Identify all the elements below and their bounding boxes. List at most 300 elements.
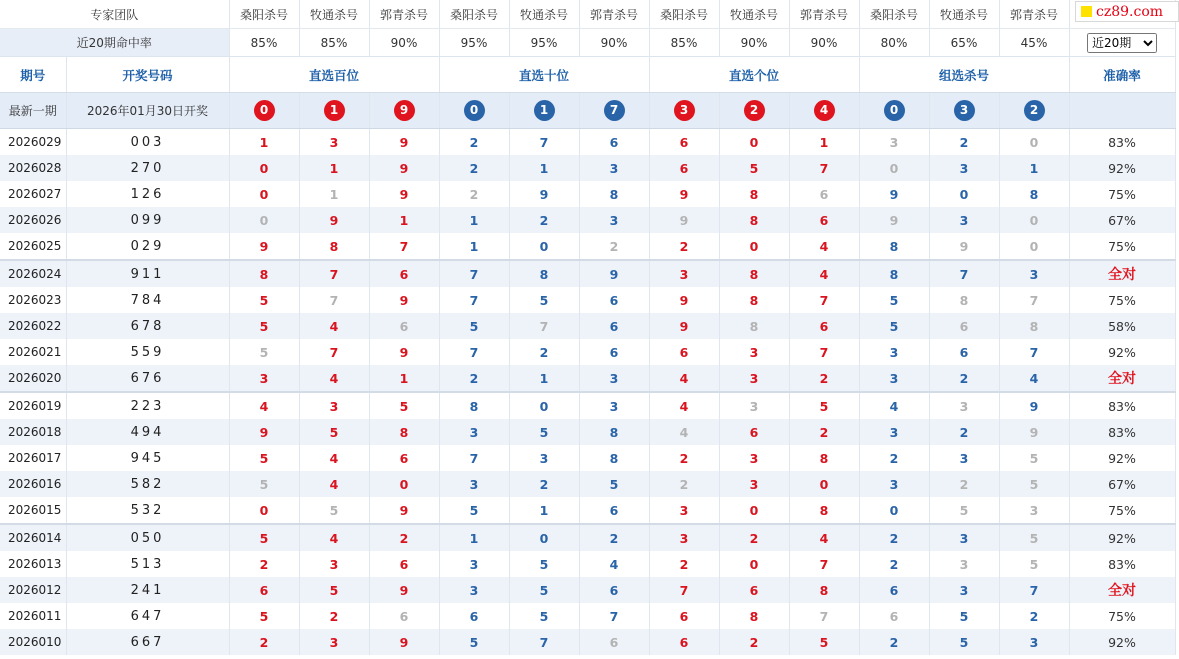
kill-number: 3 [299,629,369,655]
kill-number: 8 [579,419,649,445]
kill-number: 7 [579,603,649,629]
kill-number: 0 [229,155,299,181]
issue-number: 2026013 [0,551,66,577]
table-row [0,233,1175,260]
issue-number: 2026028 [0,155,66,181]
expert-name: 郭青杀号 [369,0,439,29]
latest-ball-cell [439,93,509,129]
kill-number: 0 [859,497,929,524]
kill-number: 9 [229,233,299,260]
issue-number: 2026023 [0,287,66,313]
hit-rate: 85% [649,29,719,57]
kill-number: 4 [649,419,719,445]
kill-number: 3 [929,207,999,233]
kill-number: 1 [509,155,579,181]
kill-number: 6 [369,551,439,577]
kill-number: 2 [719,524,789,551]
hit-rate-label: 近20期命中率 [0,29,229,57]
kill-number: 6 [579,497,649,524]
kill-number: 9 [369,287,439,313]
hit-rate: 85% [299,29,369,57]
kill-number: 7 [789,339,859,365]
latest-ball-cell [719,93,789,129]
kill-number: 4 [299,445,369,471]
kill-number: 1 [299,181,369,207]
draw-number: 223 [66,392,229,419]
hit-rate: 90% [789,29,859,57]
kill-number: 3 [929,392,999,419]
period-select[interactable] [1087,33,1157,53]
expert-name: 桑阳杀号 [439,0,509,29]
kill-number: 5 [229,287,299,313]
kill-number: 6 [789,181,859,207]
kill-number: 7 [789,603,859,629]
kill-number: 2 [789,419,859,445]
kill-number: 5 [789,392,859,419]
kill-number: 3 [719,471,789,497]
group-hundreds: 直选百位 [229,57,439,93]
kill-number: 8 [369,419,439,445]
kill-number: 3 [299,392,369,419]
table-row [0,445,1175,471]
kill-number: 3 [579,155,649,181]
kill-number: 2 [789,365,859,392]
kill-number: 8 [929,287,999,313]
kill-number: 9 [929,233,999,260]
kill-number: 8 [579,445,649,471]
kill-number: 6 [369,260,439,287]
issue-number: 2026029 [0,129,66,156]
accuracy-value: 83% [1069,129,1175,156]
expert-name: 牧通杀号 [929,0,999,29]
kill-number: 2 [509,471,579,497]
kill-number: 9 [369,181,439,207]
kill-number: 4 [579,551,649,577]
table-row [0,471,1175,497]
hit-rate-row [0,29,1175,57]
kill-number: 3 [579,365,649,392]
issue-number: 2026021 [0,339,66,365]
kill-number: 5 [439,497,509,524]
draw-number: 676 [66,365,229,392]
kill-number: 3 [859,365,929,392]
accuracy-value: 75% [1069,497,1175,524]
kill-number: 0 [369,471,439,497]
kill-number: 5 [999,524,1069,551]
kill-number: 9 [649,207,719,233]
kill-number: 2 [649,233,719,260]
kill-number: 8 [789,577,859,603]
accuracy-value: 92% [1069,524,1175,551]
hit-rate: 90% [579,29,649,57]
kill-number: 2 [439,155,509,181]
kill-number: 1 [789,129,859,156]
kill-number: 9 [299,207,369,233]
issue-number: 2026017 [0,445,66,471]
issue-number: 2026026 [0,207,66,233]
kill-number: 5 [229,524,299,551]
kill-number: 7 [509,129,579,156]
col-draw: 开奖号码 [66,57,229,93]
kill-number: 9 [509,181,579,207]
table-row [0,419,1175,445]
accuracy-value: 67% [1069,207,1175,233]
draw-number: 003 [66,129,229,156]
kill-number: 7 [299,287,369,313]
kill-number: 1 [509,365,579,392]
kill-number: 4 [229,392,299,419]
kill-number: 6 [859,577,929,603]
group-combo: 组选杀号 [859,57,1069,93]
kill-number: 2 [369,524,439,551]
number-ball: 0 [464,100,485,121]
issue-number: 2026022 [0,313,66,339]
latest-ball-cell [299,93,369,129]
draw-number: 678 [66,313,229,339]
latest-ball-cell [369,93,439,129]
kill-number: 2 [579,524,649,551]
table-row [0,313,1175,339]
kill-number: 2 [859,629,929,655]
kill-number: 6 [929,339,999,365]
kill-number: 1 [369,365,439,392]
draw-number: 559 [66,339,229,365]
kill-number: 3 [999,629,1069,655]
kill-number: 5 [229,471,299,497]
kill-number: 5 [929,497,999,524]
kill-number: 6 [579,129,649,156]
kill-number: 3 [859,471,929,497]
number-ball: 2 [1024,100,1045,121]
kill-number: 1 [509,497,579,524]
kill-number: 6 [649,339,719,365]
draw-number: 532 [66,497,229,524]
kill-number: 8 [719,603,789,629]
kill-number: 1 [369,207,439,233]
hit-rate: 95% [509,29,579,57]
table-row [0,129,1175,156]
kill-number: 3 [859,419,929,445]
kill-number: 3 [999,497,1069,524]
accuracy-value: 全对 [1069,365,1175,392]
issue-number: 2026010 [0,629,66,655]
kill-number: 5 [999,471,1069,497]
period-select-cell [1069,29,1175,57]
kill-number: 1 [229,129,299,156]
kill-number: 5 [999,445,1069,471]
accuracy-value: 92% [1069,155,1175,181]
kill-number: 6 [579,313,649,339]
kill-number: 3 [719,392,789,419]
expert-name: 郭青杀号 [579,0,649,29]
expert-name: 郭青杀号 [999,0,1069,29]
kill-number: 0 [229,207,299,233]
issue-number: 2026024 [0,260,66,287]
kill-number: 2 [229,551,299,577]
kill-number: 2 [999,603,1069,629]
kill-number: 3 [859,129,929,156]
kill-number: 3 [299,551,369,577]
kill-number: 2 [929,471,999,497]
kill-number: 4 [999,365,1069,392]
kill-number: 8 [299,233,369,260]
kill-number: 0 [229,181,299,207]
latest-row [0,93,1175,129]
kill-number: 0 [719,551,789,577]
group-tens: 直选十位 [439,57,649,93]
kill-number: 5 [509,577,579,603]
draw-number: 099 [66,207,229,233]
kill-number: 6 [579,287,649,313]
kill-number: 7 [649,577,719,603]
issue-number: 2026027 [0,181,66,207]
column-header-row [0,57,1175,93]
kill-number: 3 [719,339,789,365]
issue-number: 2026018 [0,419,66,445]
kill-number: 3 [439,419,509,445]
draw-number: 494 [66,419,229,445]
kill-number: 3 [719,445,789,471]
accuracy-value: 92% [1069,445,1175,471]
kill-number: 2 [509,207,579,233]
kill-number: 5 [789,629,859,655]
draw-number: 029 [66,233,229,260]
expert-name: 桑阳杀号 [649,0,719,29]
kill-number: 5 [439,313,509,339]
kill-number: 3 [649,260,719,287]
issue-number: 2026014 [0,524,66,551]
latest-ball-cell [999,93,1069,129]
kill-number: 8 [719,181,789,207]
col-accuracy: 准确率 [1069,57,1175,93]
kill-number: 3 [859,339,929,365]
kill-number: 9 [649,181,719,207]
kill-number: 2 [929,365,999,392]
kill-number: 5 [509,287,579,313]
kill-number: 8 [859,260,929,287]
table-row [0,603,1175,629]
latest-draw-date: 2026年01月30日开奖 [66,93,229,129]
kill-number: 4 [789,233,859,260]
number-ball: 0 [254,100,275,121]
kill-number: 8 [229,260,299,287]
number-ball: 3 [954,100,975,121]
kill-number: 7 [439,339,509,365]
expert-name: 牧通杀号 [299,0,369,29]
kill-number: 9 [579,260,649,287]
kill-number: 7 [439,287,509,313]
kill-number: 3 [929,577,999,603]
site-logo[interactable] [1075,1,1179,22]
kill-number: 6 [579,339,649,365]
table-row [0,551,1175,577]
accuracy-value: 75% [1069,287,1175,313]
kill-number: 6 [649,129,719,156]
draw-number: 945 [66,445,229,471]
kill-number: 6 [789,207,859,233]
kill-number: 3 [999,260,1069,287]
kill-number: 3 [649,524,719,551]
kill-number: 1 [439,207,509,233]
number-ball: 4 [814,100,835,121]
number-ball: 7 [604,100,625,121]
table-row [0,577,1175,603]
kill-number: 2 [859,551,929,577]
kill-number: 3 [579,207,649,233]
kill-number: 8 [719,207,789,233]
kill-number: 6 [369,603,439,629]
kill-number: 5 [509,603,579,629]
latest-ball-cell [229,93,299,129]
kill-number: 6 [649,629,719,655]
kill-number: 3 [439,577,509,603]
kill-number: 7 [929,260,999,287]
issue-number: 2026011 [0,603,66,629]
kill-number: 4 [859,392,929,419]
kill-number: 5 [719,155,789,181]
kill-number: 6 [789,313,859,339]
kill-number: 9 [369,577,439,603]
kill-number: 4 [299,313,369,339]
kill-number: 1 [999,155,1069,181]
kill-number: 5 [509,551,579,577]
accuracy-value: 92% [1069,339,1175,365]
kill-number: 5 [229,313,299,339]
kill-number: 2 [719,629,789,655]
draw-number: 126 [66,181,229,207]
latest-ball-cell [649,93,719,129]
kill-number: 7 [439,260,509,287]
draw-number: 050 [66,524,229,551]
kill-number: 5 [929,629,999,655]
expert-name-row [0,0,1175,29]
kill-number: 7 [439,445,509,471]
hit-rate: 90% [719,29,789,57]
number-ball: 0 [884,100,905,121]
kill-number: 5 [229,603,299,629]
kill-number: 2 [929,129,999,156]
draw-number: 647 [66,603,229,629]
accuracy-value: 58% [1069,313,1175,339]
number-ball: 2 [744,100,765,121]
number-ball: 3 [674,100,695,121]
latest-ball-cell [929,93,999,129]
accuracy-value: 75% [1069,233,1175,260]
expert-name: 桑阳杀号 [229,0,299,29]
kill-number: 2 [439,181,509,207]
kill-number: 2 [439,365,509,392]
kill-number: 5 [509,419,579,445]
kill-number: 7 [299,339,369,365]
kill-number: 7 [789,551,859,577]
kill-number: 3 [929,551,999,577]
kill-number: 5 [369,392,439,419]
kill-number: 3 [299,129,369,156]
kill-number: 5 [999,551,1069,577]
kill-number: 4 [789,260,859,287]
table-row [0,365,1175,392]
kill-number: 0 [229,497,299,524]
kill-number: 7 [789,287,859,313]
draw-number: 241 [66,577,229,603]
kill-number: 6 [369,313,439,339]
kill-number: 3 [649,497,719,524]
kill-number: 8 [719,287,789,313]
issue-number: 2026016 [0,471,66,497]
kill-number: 0 [999,207,1069,233]
accuracy-value: 全对 [1069,577,1175,603]
kill-number: 3 [439,551,509,577]
issue-number: 2026015 [0,497,66,524]
kill-number: 0 [859,155,929,181]
table-row [0,155,1175,181]
draw-number: 784 [66,287,229,313]
kill-number: 9 [649,313,719,339]
kill-number: 9 [369,629,439,655]
kill-number: 7 [509,629,579,655]
kill-number: 7 [369,233,439,260]
expert-name: 牧通杀号 [509,0,579,29]
kill-number: 7 [299,260,369,287]
kill-number: 6 [369,445,439,471]
group-units: 直选个位 [649,57,859,93]
table-row [0,629,1175,655]
kill-number: 0 [789,471,859,497]
kill-number: 2 [859,524,929,551]
kill-number: 2 [439,129,509,156]
issue-number: 2026020 [0,365,66,392]
kill-number: 9 [859,181,929,207]
kill-number: 2 [649,551,719,577]
kill-number: 0 [999,233,1069,260]
kill-number: 5 [859,287,929,313]
kill-number: 1 [439,233,509,260]
kill-number: 1 [299,155,369,181]
kill-number: 9 [369,155,439,181]
hit-rate: 95% [439,29,509,57]
kill-number: 5 [299,497,369,524]
kill-number: 6 [929,313,999,339]
draw-number: 582 [66,471,229,497]
kill-number: 7 [789,155,859,181]
kill-number: 4 [789,524,859,551]
kill-number: 8 [789,445,859,471]
kill-number: 4 [649,365,719,392]
logo-square-icon [1081,6,1092,17]
expert-name: 桑阳杀号 [859,0,929,29]
kill-number: 6 [439,603,509,629]
kill-number: 3 [439,471,509,497]
draw-number: 513 [66,551,229,577]
kill-number: 3 [579,392,649,419]
issue-number: 2026012 [0,577,66,603]
kill-number: 0 [509,524,579,551]
table-row [0,392,1175,419]
kill-number: 8 [719,313,789,339]
kill-number: 8 [509,260,579,287]
number-ball: 9 [394,100,415,121]
kill-number: 6 [649,155,719,181]
kill-number: 7 [999,339,1069,365]
draw-number: 911 [66,260,229,287]
accuracy-value: 83% [1069,551,1175,577]
latest-ball-cell [509,93,579,129]
kill-number: 3 [929,445,999,471]
kill-number: 2 [509,339,579,365]
hit-rate: 45% [999,29,1069,57]
kill-number: 0 [719,497,789,524]
kill-number: 6 [719,419,789,445]
